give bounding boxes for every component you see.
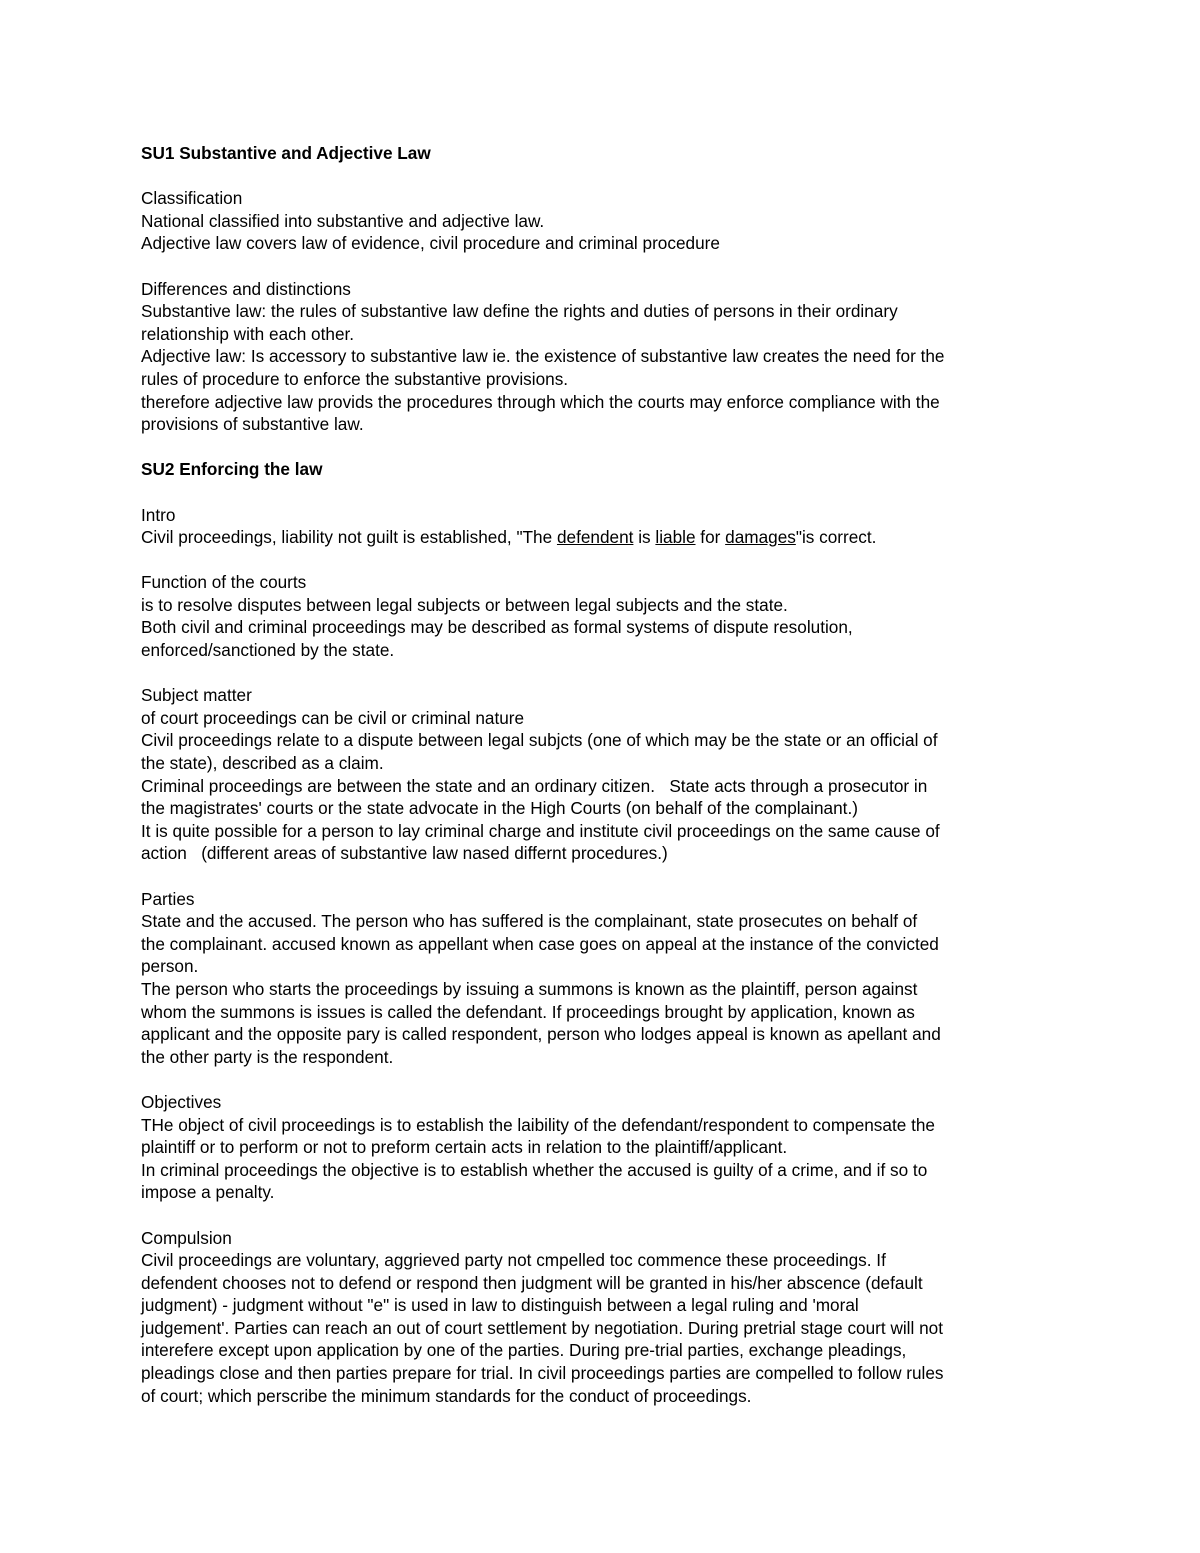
paragraph-line: National classified into substantive and adjective law. [141,210,545,231]
paragraph-line: interefere except upon application by one of the parties. During pre-trial parties, exchange pleadings, [141,1340,907,1361]
section-title-su1: SU1 Substantive and Adjective Law [141,143,431,163]
paragraph-line: impose a penalty. [141,1182,275,1203]
paragraph-line: Substantive law: the rules of substantive law define the rights and duties of persons in their ordinary [141,301,898,322]
paragraph-line: whom the summons is issues is called the defendant. If proceedings brought by application, known as [141,1001,915,1022]
subheading-differences: Differences and distinctions [141,278,351,299]
paragraph-line: judgement'. Parties can reach an out of court settlement by negotiation. During pretrial stage court will not [141,1317,943,1338]
paragraph-line: the other party is the respondent. [141,1046,394,1067]
paragraph-line: provisions of substantive law. [141,414,364,435]
paragraph-line: is to resolve disputes between legal subjects or between legal subjects and the state. [141,594,788,615]
paragraph-line: person. [141,956,199,977]
intro-text: is [633,527,656,548]
paragraph-line: the complainant. accused known as appellant when case goes on appeal at the instance of the convicted [141,933,939,954]
paragraph-line: In criminal proceedings the objective is to establish whether the accused is guilty of a crime, and if so to [141,1159,928,1180]
document-body [141,142,1071,1407]
underlined-word-damages: damages [725,527,796,548]
underlined-word-liable: liable [655,527,696,548]
paragraph-line: Both civil and criminal proceedings may be described as formal systems of dispute resolution, [141,617,853,638]
subheading-classification: Classification [141,188,243,209]
subheading-subject-matter: Subject matter [141,685,252,706]
intro-text: for [695,527,726,548]
subheading-objectives: Objectives [141,1091,222,1112]
paragraph-line: defendent chooses not to defend or respond then judgment will be granted in his/her abscence (default [141,1272,923,1293]
paragraph-line: Criminal proceedings are between the state and an ordinary citizen. State acts through a prosecutor in [141,775,928,796]
paragraph-line: Civil proceedings relate to a dispute between legal subjcts (one of which may be the state or an official of [141,730,938,751]
subheading-intro: Intro [141,504,176,525]
paragraph-line: action (different areas of substantive law nased differnt procedures.) [141,843,668,864]
section-title-su2: SU2 Enforcing the law [141,459,323,480]
paragraph-line: pleadings close and then parties prepare for trial. In civil proceedings parties are compelled to follow rules [141,1363,944,1384]
subheading-parties: Parties [141,888,195,909]
paragraph-line: Adjective law covers law of evidence, civil procedure and criminal procedure [141,233,720,254]
paragraph-line: the state), described as a claim. [141,753,384,774]
intro-text: "is correct. [795,527,877,548]
paragraph-line: the magistrates' courts or the state advocate in the High Courts (on behalf of the complainant.) [141,798,858,819]
paragraph-line: The person who starts the proceedings by issuing a summons is known as the plaintiff, person against [141,978,918,999]
subheading-function: Function of the courts [141,572,307,593]
paragraph-line: plaintiff or to perform or not to preform certain acts in relation to the plaintiff/applicant. [141,1137,788,1158]
paragraph-line: enforced/sanctioned by the state. [141,640,395,661]
paragraph-line: of court; which perscribe the minimum standards for the conduct of proceedings. [141,1385,752,1406]
paragraph-line: of court proceedings can be civil or criminal nature [141,707,525,728]
paragraph-line: It is quite possible for a person to lay criminal charge and institute civil proceedings on the same cause of [141,820,940,841]
paragraph-line: relationship with each other. [141,323,355,344]
paragraph-line-intro [141,526,1071,549]
paragraph-line: State and the accused. The person who has suffered is the complainant, state prosecutes on behalf of [141,911,918,932]
paragraph-line: judgment) - judgment without "e" is used in law to distinguish between a legal ruling and 'moral [141,1295,859,1316]
paragraph-line: Adjective law: Is accessory to substantive law ie. the existence of substantive law creates the need for the [141,346,945,367]
subheading-compulsion: Compulsion [141,1227,232,1248]
paragraph-line: rules of procedure to enforce the substantive provisions. [141,368,569,389]
intro-text: Civil proceedings, liability not guilt is established, "The [141,527,557,548]
paragraph-line: THe object of civil proceedings is to establish the laibility of the defendant/respondent to compensate the [141,1114,935,1135]
underlined-word-defendent: defendent [556,527,634,548]
paragraph-line: applicant and the opposite pary is called respondent, person who lodges appeal is known as apellant and [141,1024,941,1045]
paragraph-line: Civil proceedings are voluntary, aggrieved party not cmpelled toc commence these proceedings. If [141,1250,886,1271]
paragraph-line: therefore adjective law provids the procedures through which the courts may enforce compliance with the [141,391,940,412]
